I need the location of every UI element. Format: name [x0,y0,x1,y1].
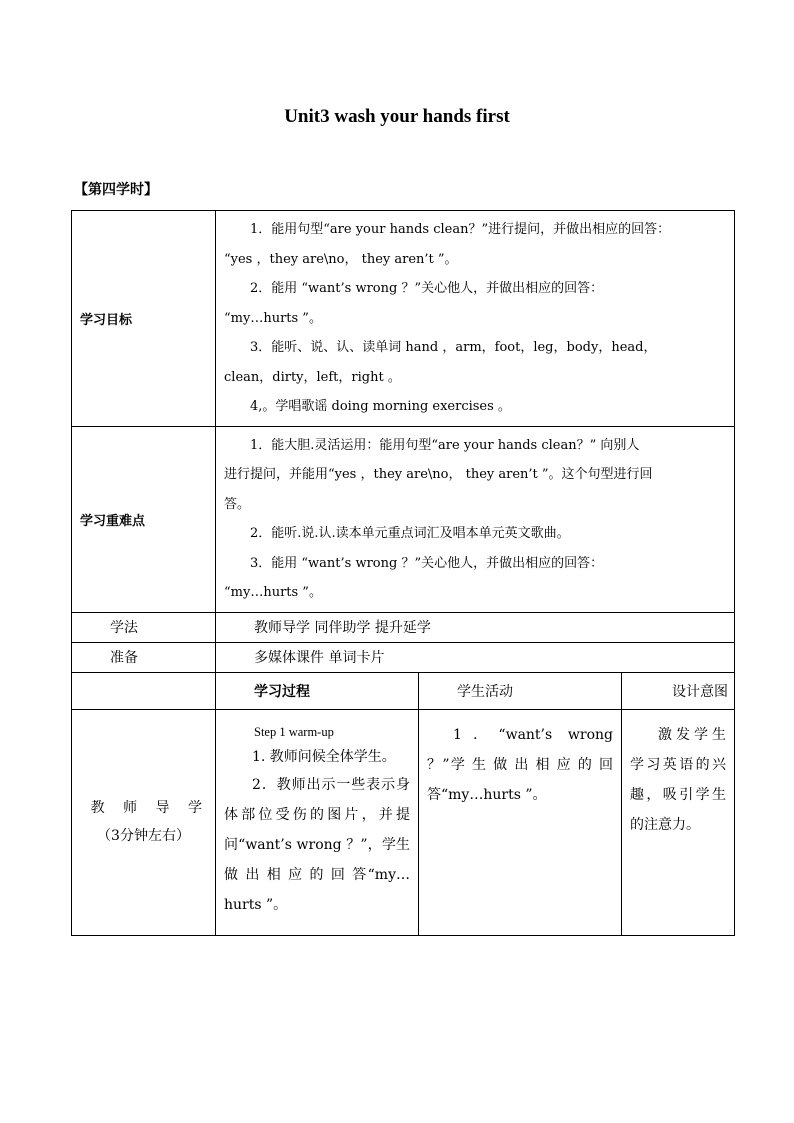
objective-line: 4,。学唱歌谣 doing morning exercises 。 [250,399,511,414]
keypoint-line: 答。 [224,496,251,512]
keypoints-label: 学习重难点 [72,426,216,612]
objective-line: “my…hurts ”。 [224,310,322,326]
stage-label-cell [72,709,216,935]
keypoint-line: 进行提问，并能用“yes ，they are\no， they aren’t ”。这个句型进行回 [224,467,653,482]
objective-line: clean，dirty，left，right 。 [224,369,401,385]
process-header-row [72,672,735,709]
objective-line: 3．能听、说、认、读单词 hand ，arm，foot，leg，body，head， [250,340,657,355]
method-label: 学法 [72,612,216,642]
step-item: 2．教师出示一些表示身体部位受伤的图片，并提问“want’s wrong ？”，学生 做 出 相 应 的 回 答“my…hurts ”。 [224,776,410,913]
stage-label: 教 师 导 学 [90,800,209,816]
method-value: 教师导学 同伴助学 提升延学 [216,612,735,642]
step-item: 1. 教师问候全体学生。 [252,748,396,765]
step-title: Step 1 warm-up [254,724,334,739]
objective-line: “yes ，they are\no， they aren’t ”。 [224,251,458,267]
design-intent-text: 激发学生学习英语的兴趣，吸引学生的注意力。 [630,726,726,833]
stage-row [72,709,735,935]
empty-header-cell [72,672,216,709]
section-heading: 【第四学时】 [74,182,158,198]
objective-line: 2．能用 “want’s wrong ？”关心他人，并做出相应的回答： [250,281,604,296]
objective-line: 1．能用句型“are your hands clean？”进行提问，并做出相应的回答： [250,222,671,237]
objectives-row [72,211,735,427]
process-header: 学习过程 [216,672,419,709]
student-activity-header: 学生活动 [419,672,622,709]
keypoint-line: 3．能用 “want’s wrong ？”关心他人，并做出相应的回答： [250,555,604,571]
keypoint-line: 1．能大胆.灵活运用：能用句型“are your hands clean？” 向别人 [250,437,640,453]
keypoint-line: 2．能听.说.认.读本单元重点词汇及唱本单元英文歌曲。 [250,526,570,541]
student-activity-cell [419,709,622,935]
student-activity-text: 1．“want’s wrong ？”学 生 做 出 相 应 的 回 答“my…hurts ”。 [427,726,613,803]
lesson-plan-table [71,210,735,936]
prep-value: 多媒体课件 单词卡片 [216,642,735,672]
keypoints-row [72,426,735,612]
prep-label: 准备 [72,642,216,672]
objectives-content [216,211,735,427]
objectives-label: 学习目标 [72,211,216,427]
keypoint-line: “my…hurts ”。 [224,585,322,600]
design-intent-cell [622,709,735,935]
keypoints-content [216,426,735,612]
method-row [72,612,735,642]
stage-time: （3分钟左右） [97,828,190,844]
process-cell [216,709,419,935]
prep-row [72,642,735,672]
design-intent-header: 设计意图 [622,672,735,709]
document-title: Unit3 wash your hands first [284,106,510,127]
